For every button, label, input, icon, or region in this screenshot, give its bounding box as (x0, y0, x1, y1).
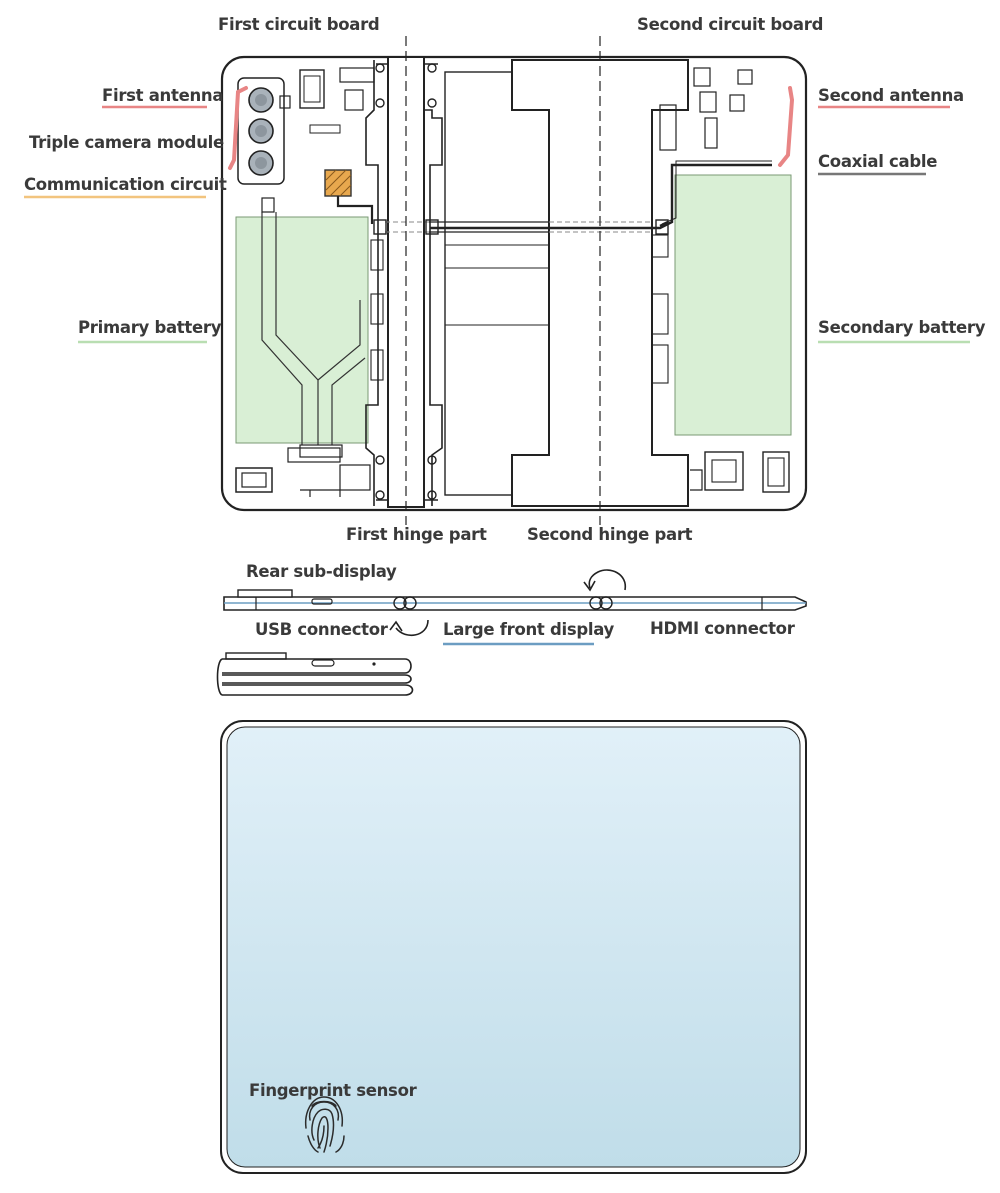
label-large-front-display: Large front display (443, 620, 614, 639)
label-hdmi-connector: HDMI connector (650, 619, 795, 638)
camera-lens-icon (249, 88, 273, 175)
communication-circuit-shape (325, 170, 351, 196)
rear-sub-display-shape (238, 590, 292, 597)
label-fingerprint-sensor: Fingerprint sensor (249, 1081, 417, 1100)
side-view-folded (218, 653, 413, 695)
rotate-arrow-icon-2 (396, 620, 428, 635)
side-view-unfolded (224, 590, 806, 610)
label-rear-sub-display: Rear sub-display (246, 562, 397, 581)
label-first-hinge-part: First hinge part (346, 525, 487, 544)
label-primary-battery: Primary battery (78, 318, 222, 337)
secondary-battery-shape (675, 175, 791, 435)
label-usb-connector: USB connector (255, 620, 388, 639)
label-secondary-battery: Secondary battery (818, 318, 986, 337)
label-second-antenna: Second antenna (818, 86, 964, 105)
label-first-antenna: First antenna (102, 86, 224, 105)
rotate-arrow-icon (589, 570, 625, 590)
label-triple-camera-module: Triple camera module (29, 133, 224, 152)
label-coaxial-cable: Coaxial cable (818, 152, 938, 171)
label-first-circuit-board: First circuit board (218, 15, 380, 34)
label-second-hinge-part: Second hinge part (527, 525, 693, 544)
label-second-circuit-board: Second circuit board (637, 15, 824, 34)
label-communication-circuit: Communication circuit (24, 175, 227, 194)
